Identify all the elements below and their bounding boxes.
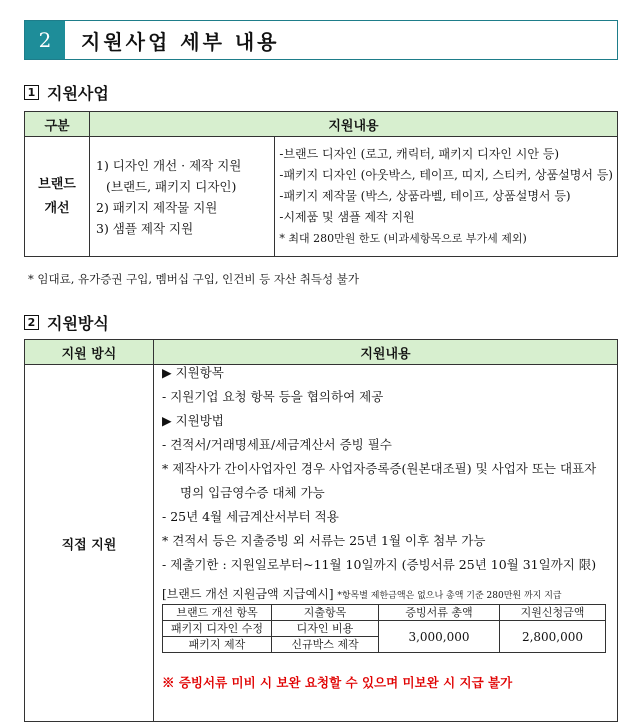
example-cell: 패키지 제작 [163,637,272,653]
example-header: 브랜드 개선 항목 [163,605,272,621]
col-header-category: 구분 [25,112,90,137]
detail-line: * 최대 280만원 한도 (비과세항목으로 부가세 제외) [279,232,527,245]
row-label-brand [25,137,90,257]
example-caption-row [162,585,617,602]
method-line: * 견적서 등은 지출증빙 외 서류는 25년 1월 이후 첨부 가능 [162,533,486,548]
example-caption: [브랜드 개선 지원금액 지급예시] [162,587,334,601]
col-header-method: 지원 방식 [25,340,154,365]
heading-number: 2 [24,315,39,330]
method-line: - 지원기업 요청 항목 등을 협의하여 제공 [162,389,384,404]
warning-text: ※ 증빙서류 미비 시 보완 요청할 수 있으며 미보완 시 지급 불가 [162,675,513,690]
example-note: *항목별 제한금액은 없으나 총액 기준 280만원 까지 지급 [337,591,562,601]
section-number: 2 [25,21,65,59]
method-line: * 제작사가 간이사업자인 경우 사업자증록증(원본대조필) 및 사업자 또는 대표자 [162,461,597,476]
method-line: - 제출기한 : 지원일로부터~11월 10일까지 (증빙서류 25년 10월 31일까지 限) [162,557,597,572]
example-cell: 신규박스 제작 [272,637,379,653]
support-item: (브랜드, 패키지 디자인) [106,178,237,194]
detail-line: -패키지 디자인 (아웃박스, 테이프, 띠지, 스티커, 상품설명서 등) [279,168,613,182]
detail-line: -브랜드 디자인 (로고, 캐릭터, 패키지 디자인 시안 등) [279,147,559,161]
heading-text: 지원사업 [47,84,109,103]
method-line: - 25년 4월 세금계산서부터 적용 [162,509,339,524]
example-table [162,604,606,653]
method-line: ▶ 지원방법 [162,413,224,428]
method-line: - 견적서/거래명세표/세금계산서 증빙 필수 [162,437,392,452]
support-details [275,137,618,257]
example-cell: 패키지 디자인 수정 [163,621,272,637]
example-header: 지원신청금액 [500,605,606,621]
support-method-heading [24,311,109,334]
row-label-direct: 직접 지원 [25,365,154,722]
support-project-heading [24,81,109,104]
support-project-table [24,111,618,257]
col-header-content: 지원내용 [154,340,618,365]
row-label-line2: 개선 [44,200,70,216]
detail-line: -패키지 제작물 (박스, 상품라벨, 테이프, 상품설명서 등) [279,189,571,203]
support-method-table [24,339,618,722]
col-header-content: 지원내용 [90,112,618,137]
example-total: 3,000,000 [379,621,500,653]
section-title: 지원사업 세부 내용 [81,29,280,54]
example-request: 2,800,000 [500,621,606,653]
row-label-line1: 브랜드 [38,176,76,192]
method-content [154,365,618,722]
example-cell: 디자인 비용 [272,621,379,637]
exclusion-note: * 임대료, 유가증권 구입, 멤버십 구입, 인건비 등 자산 취득성 불가 [28,272,359,286]
example-header: 증빙서류 총액 [379,605,500,621]
method-line: 명의 입금영수증 대체 가능 [180,485,325,500]
method-line: ▶ 지원항목 [162,365,224,380]
support-items [90,137,275,257]
support-item: 1) 디자인 개선 · 제작 지원 [96,157,242,173]
detail-line: -시제품 및 샘플 제작 지원 [279,210,415,224]
example-header: 지출항목 [272,605,379,621]
support-item: 3) 샘플 제작 지원 [96,220,194,236]
section-header [24,20,618,60]
support-item: 2) 패키지 제작물 지원 [96,199,218,215]
heading-number: 1 [24,85,39,100]
heading-text: 지원방식 [47,314,109,333]
